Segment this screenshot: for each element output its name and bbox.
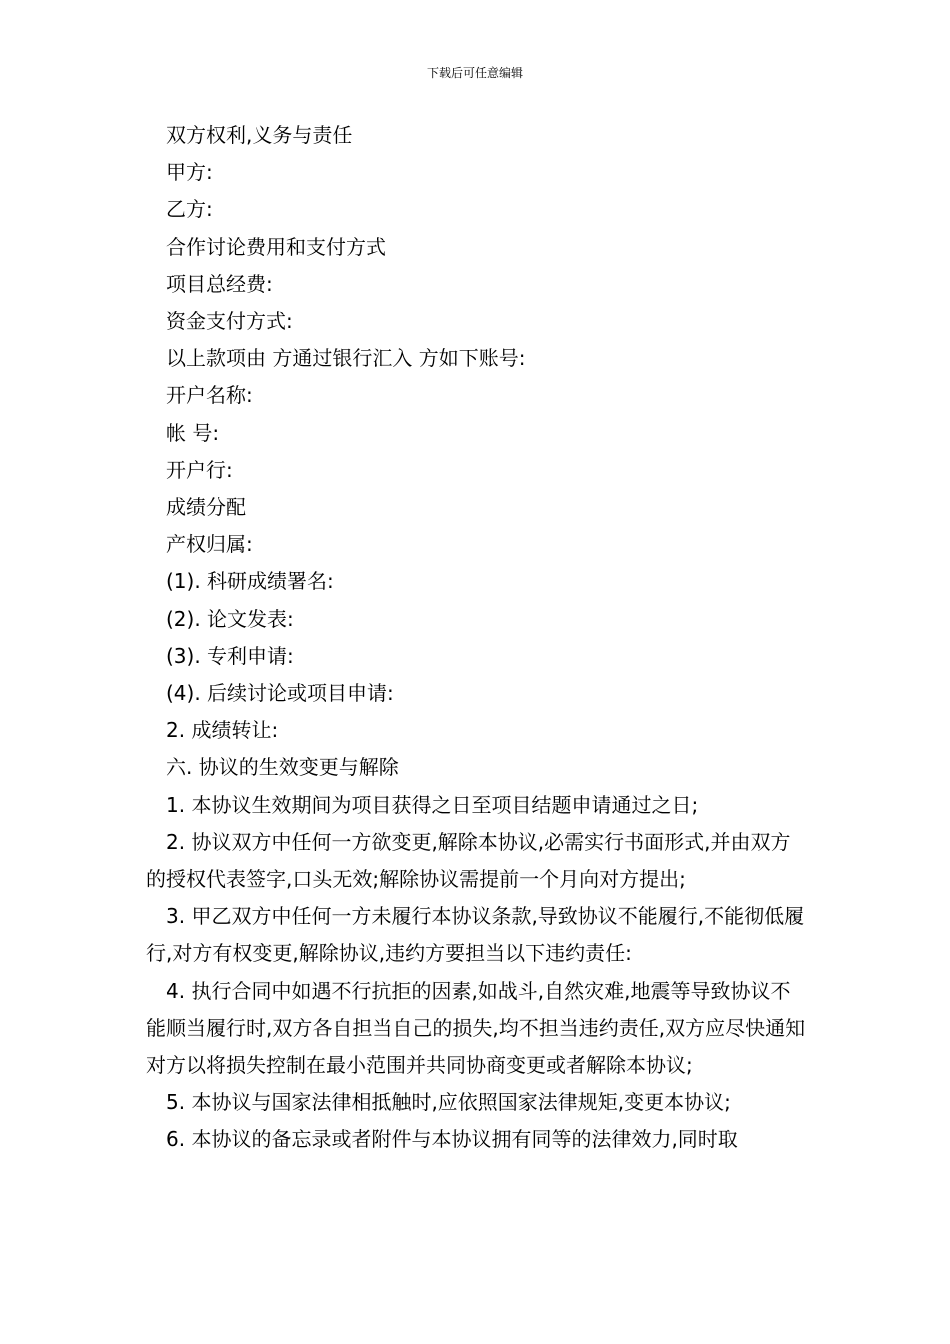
paragraph: 产权归属: (166, 532, 253, 557)
paragraph: (3). 专利申请: (166, 643, 294, 668)
paragraph: 开户行: (166, 457, 233, 482)
paragraph: (4). 后续讨论或项目申请: (166, 681, 394, 706)
paragraph: (2). 论文发表: (166, 606, 294, 631)
paragraph: 6. 本协议的备忘录或者附件与本协议拥有同等的法律效力,同时取 (166, 1127, 738, 1152)
paragraph: 3. 甲乙双方中任何一方未履行本协议条款,导致协议不能履行,不能彻低履行,对方有权变更,解除协议,违约方要担当以下违约责任: (146, 904, 805, 966)
paragraph: 开户名称: (166, 383, 253, 408)
paragraph: 成绩分配 (166, 495, 246, 520)
paragraph: 帐 号: (166, 420, 220, 445)
paragraph: 2. 协议双方中任何一方欲变更,解除本协议,必需实行书面形式,并由双方的授权代表签字,口头无效;解除协议需提前一个月向对方提出; (146, 829, 791, 892)
paragraph: 2. 成绩转让: (166, 718, 279, 743)
section-heading: 六. 协议的生效变更与解除 (166, 755, 399, 780)
paragraph: 甲方: (166, 160, 213, 185)
page-header: 下载后可任意编辑 (426, 66, 523, 80)
paragraph: 1. 本协议生效期间为项目获得之日至项目结题申请通过之日; (166, 792, 699, 817)
paragraph: 4. 执行合同中如遇不行抗拒的因素,如战斗,自然灾难,地震等导致协议不能顺当履行时,双方各自担当自己的损失,均不担当违约责任,双方应尽快通知对方以将损失控制在最小范围并共同协商变更或者解除本协议; (146, 978, 806, 1078)
paragraph: (1). 科研成绩署名: (166, 569, 334, 594)
paragraph: 合作讨论费用和支付方式 (166, 234, 386, 259)
paragraph: 5. 本协议与国家法律相抵触时,应依照国家法律规矩,变更本协议; (166, 1090, 731, 1115)
paragraph: 乙方: (166, 197, 213, 222)
paragraph: 以上款项由 方通过银行汇入 方如下账号: (166, 346, 526, 371)
paragraph: 资金支付方式: (166, 309, 293, 334)
document-body (146, 117, 806, 1159)
paragraph: 项目总经费: (166, 271, 273, 296)
paragraph: 双方权利,义务与责任 (166, 123, 353, 147)
